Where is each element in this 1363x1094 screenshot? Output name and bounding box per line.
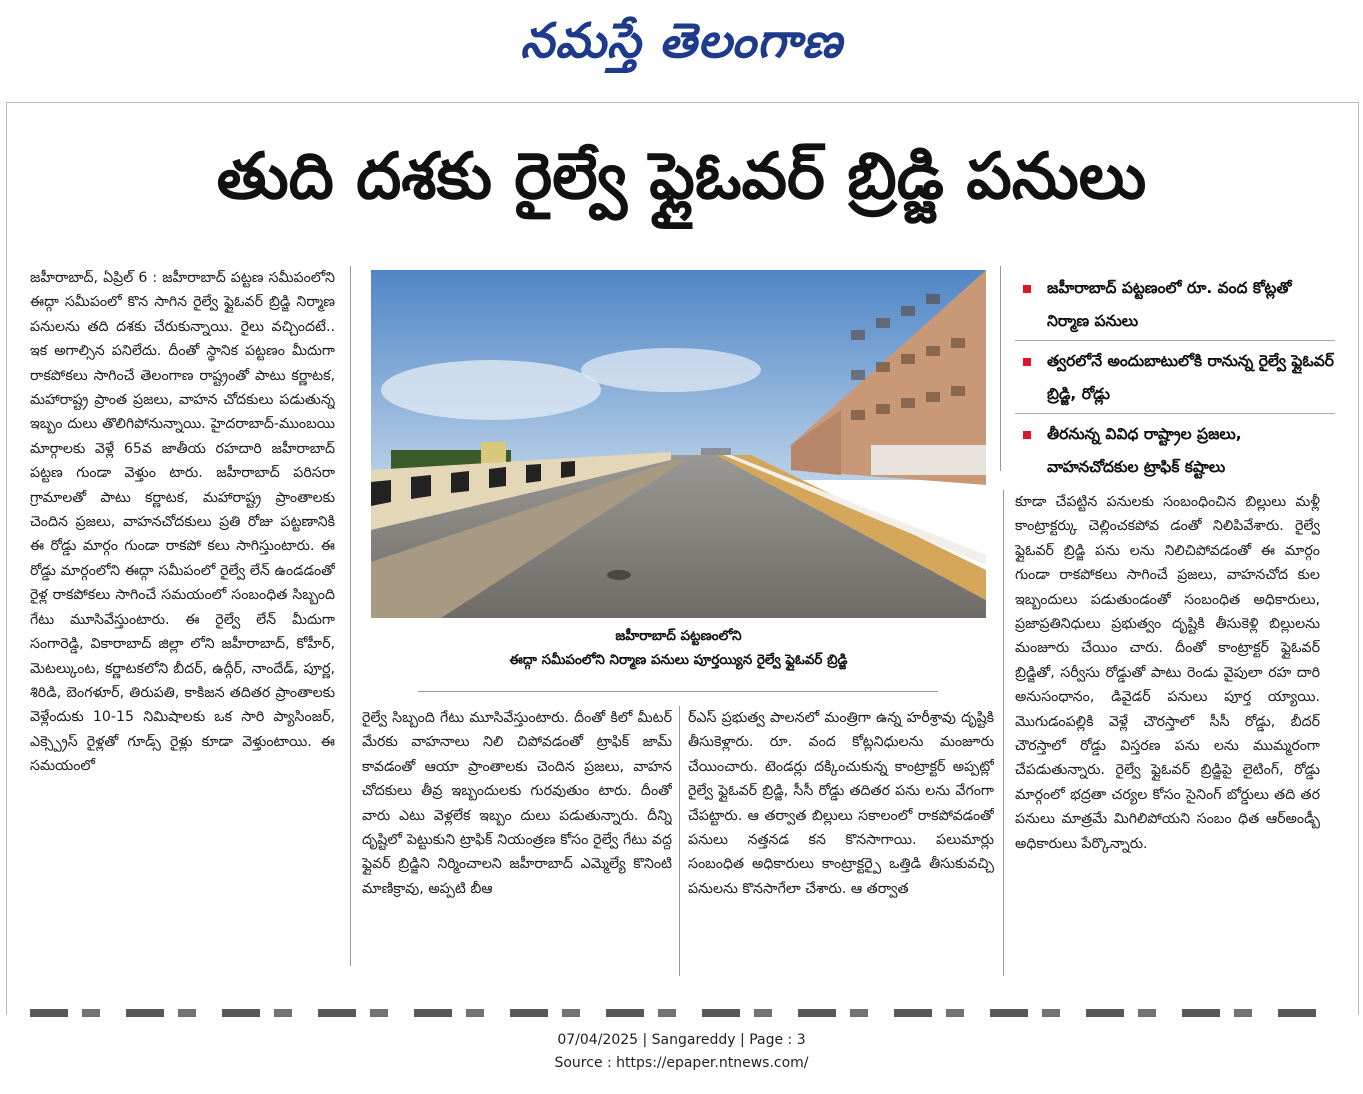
- caption-line-2: ఈద్గా సమీపంలోని నిర్మాణ పనులు పూర్తయ్యిన రైల్వే ఫ్లైఓవర్ బ్రిడ్జి: [509, 652, 848, 668]
- column-divider: [679, 706, 680, 976]
- photo-caption: [371, 624, 986, 682]
- red-square-bullet-icon: [1023, 358, 1031, 366]
- article-column-3: [688, 706, 994, 976]
- flyover-photo: [371, 270, 986, 618]
- article-text-col2: రైల్వే సిబ్బంది గేటు మూసివేస్తుంటారు. దీంతో కిలో మీటర్ మేరకు వాహనాలు నిలి చిపోవడంతో ట్రాఫిక్ జామ్ కావడంతో ఆయా ప్రాంతాలకు చెందిన ప్రజలు, వాహన చోదకులు తీవ్ర ఇబ్బందులకు గురవుతుం టారు. దీంతో వారు ఎటు వెళ్లలేక ఇబ్బం దులు పడుతున్నారు. దీన్ని దృష్టిలో పెట్టుకుని ట్రాఫిక్ నియంత్రణ కోసం రైల్వే గేటు వద్ద ఫ్లైవర్ బ్రిడ్జిని నిర్మించాలని జహీరాబాద్ ఎమ్మెల్యే కొనింటి మాణిక్రావు, అప్పటి బీఆ: [362, 710, 672, 897]
- column-divider: [350, 266, 351, 966]
- highlight-item: [1015, 272, 1335, 341]
- highlight-item: [1015, 345, 1335, 414]
- article-column-2: [362, 706, 672, 976]
- article-column-1: [30, 266, 335, 966]
- highlight-text: జహీరాబాద్ పట్టణంలో రూ. వంద కోట్లతో నిర్మాణ పనులు: [1047, 279, 1292, 330]
- red-square-bullet-icon: [1023, 285, 1031, 293]
- flyover-road-image: [371, 270, 986, 618]
- highlight-text: తీరనున్న వివిధ రాష్ట్రాల ప్రజలు, వాహనచోదకుల ట్రాఫిక్ కష్టాలు: [1047, 425, 1242, 476]
- torn-bottom-edge: [30, 1009, 1330, 1017]
- sidebar-divider: [1000, 266, 1001, 471]
- highlight-item: [1015, 418, 1335, 486]
- article-headline: తుది దశకు రైల్వే ఫ్లైఓవర్ బ్రిడ్జి పనులు: [216, 140, 1147, 214]
- article-text-col1: జహీరాబాద్, ఏప్రిల్ 6 : జహీరాబాద్ పట్టణ సమీపంలోని ఈద్గా సమీపంలో కొన సాగిన రైల్వే ఫ్లైఓవర్ బ్రిడ్జి నిర్మాణ పనులను తది దశకు చేరుకున్నాయి. రైలు వచ్చిందటే.. ఇక అగాల్సిన పనిలేదు. దీంతో స్థానిక పట్టణం మీదుగా రాకపోకలు సాగించే తెలంగాణ రాష్ట్రంతో పాటు కర్ణాటక, మహారాష్ట్ర ప్రాంత ప్రజలు, వాహన చోదకులు పడుతున్న ఇబ్బం దులు తొలిగిపోనున్నాయి. హైదరాబాద్-ముంబయి మార్గాలకు వెళ్లే 65వ జాతీయ రహదారి జహీరాబాద్ పట్టణ గుండా వెళ్తుం టారు. జహీరాబాద్ పరిసరా గ్రామాలతో పాటు కర్ణాటక, మహారాష్ట్ర ప్రాంతాలకు చెందిన ప్రజలు, వాహనచోదకులు ప్రతి రోజు పట్టణానికి ఈ రోడ్డు మార్గం గుండా రాకపో కలు సాగిస్తుంటారు. ఈ రోడ్డు మార్గంలోని ఈద్గా సమీపంలో రైల్వే లేన్ ఉండడంతో రైళ్ల రాకపోకలు సాగించే సమయంలో సంబంధిత సిబ్బంది గేటు మూసివేస్తుంటారు. ఈ రైల్వే లేన్ మీదుగా సంగారెడ్డి, వికారాబాద్ జిల్లా లోని జహీరాబాద్, కోహీర్, మెటల్కుంట, కర్ణాటకలోని బీదర్, ఉద్గీర్, నాందేడ్, పూర్ణ, శిరిడి, బెంగళూర్, తిరుపతి, కాకిజన తదితర ప్రాంతాలకు వెళ్లేందుకు 10-15 నిమిషాలకు ఒక సారి ప్యాసింజర్, ఎక్స్ప్రెస్ రైళ్లతో గూడ్స్ రైళ్లు కూడా వెళ్తుంటాయి. ఈ సమయంలో: [30, 270, 335, 775]
- red-square-bullet-icon: [1023, 431, 1031, 439]
- highlight-text: త్వరలోనే అందుబాటులోకి రానున్న రైల్వే ఫ్లైఓవర్ బ్రిడ్జి, రోడ్లు: [1047, 352, 1334, 403]
- caption-line-1: జహీరాబాద్ పట్టణంలోని: [615, 628, 742, 644]
- newspaper-masthead: నమస్తే తెలంగాణ: [520, 13, 843, 69]
- article-column-4: [1015, 490, 1320, 976]
- column-divider: [1003, 490, 1004, 976]
- article-text-col4: కూడా చేపట్టిన పనులకు సంబంధించిన బిల్లులు మళ్లీ కాంట్రాక్టర్కు చెల్లించకపోవ డంతో నిలిపివేశారు. రైల్వే ఫ్లైఓవర్ బ్రిడ్జి పను లను నిలిచిపోవడంతో ఈ మార్గం గుండా రాకపోకలు సాగించే ప్రజలు, వాహనచోద కుల ఇబ్బందులు పడుతుండంతో సంబంధిత అధికారులు, ప్రజాప్రతినిధులు ప్రభుత్వం దృష్టికి తీసుకెళ్లి బిల్లులను మంజూరు చేయిం చారు. దీంతో కాంట్రాక్టర్ ఫ్లైఓవర్ బ్రిడ్జితో, సర్వీసు రోడ్డుతో పాటు రెండు వైపులా రహ దారి అనుసంధానం, డివైడర్ పనులు పూర్త య్యాయి. మొగుడంపల్లికి వెళ్లే చౌరస్తాలో సీసీ రోడ్డు, బీదర్ చౌరస్తాలో రోడ్డు విస్తరణ పను లను ముమ్మరంగా చేపడుతున్నారు. రైల్వే ఫ్లైఓవర్ బ్రిడ్జిపై లైటింగ్, రోడ్డు మార్గంలో భద్రతా చర్యల కోసం సైనింగ్ బోర్డులు తది తర పనులు మాత్రమే మిగిలిపోయని సంబం ధిత ఆర్అండ్బీ అధికారులు పేర్కొన్నారు.: [1015, 494, 1320, 852]
- footer-date-page: 07/04/2025 | Sangareddy | Page : 3: [557, 1032, 806, 1048]
- caption-divider: [418, 691, 938, 692]
- highlights-box: [1015, 272, 1335, 476]
- footer-source-link[interactable]: Source : https://epaper.ntnews.com/: [554, 1055, 809, 1071]
- article-text-col3: ర్ఎస్ ప్రభుత్వ పాలనలో మంత్రిగా ఉన్న హరీశ్రావు దృష్టికి తీసుకెళ్లారు. రూ. వంద కోట్లనిధులను మంజూరు చేయించారు. టెండర్లు దక్కించుకున్న కాంట్రాక్టర్ అప్పట్లో రైల్వే ఫ్లైఓవర్ బ్రిడ్జి, సీసీ రోడ్డు తదితర పను లను వేగంగా చేపట్టారు. ఆ తర్వాత బిల్లులు సకాలంలో రాకపోవడంతో పనులు నత్తనడ కన కొనసాగాయి. పలుమార్లు సంబంధిత అధికారులు కాంట్రాక్టర్పై ఒత్తిడి తీసుకువచ్చి పనులను కొనసాగేలా చేశారు. ఆ తర్వాత: [688, 710, 994, 897]
